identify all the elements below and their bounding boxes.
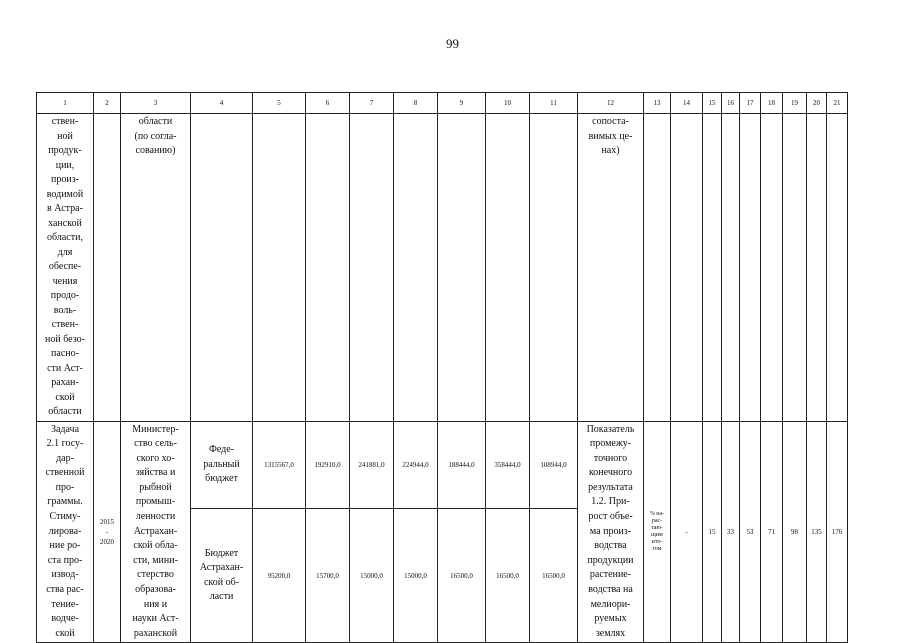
empty-cell — [486, 114, 530, 422]
value-cell: 15000,0 — [350, 509, 394, 643]
value-cell: 135 — [807, 421, 827, 643]
empty-cell — [644, 114, 671, 422]
empty-cell — [783, 114, 807, 422]
header-cell: 13 — [644, 93, 671, 114]
header-cell: 2 — [94, 93, 121, 114]
indicator-text: сопоста- вимых це- нах) — [578, 114, 644, 422]
indicator-text: Показатель промежу- точного конечного результата 1.2. При- рост объе- ма произ- водства продукции растение- водства на мелиори- руемых землях — [578, 421, 644, 643]
value-cell: 358444,0 — [486, 421, 530, 509]
header-cell: 6 — [306, 93, 350, 114]
goal-text: ствен- ной продук- ции, произ- водимой в Астра- ханской области, для обеспе- чения продо- воль- ствен- ной безо- пасно- сти Аст- рахан- ской области — [37, 114, 94, 422]
header-cell: 7 — [350, 93, 394, 114]
empty-cell — [394, 114, 438, 422]
empty-cell — [306, 114, 350, 422]
empty-cell — [722, 114, 740, 422]
table-row — [37, 114, 848, 422]
funding-source-federal: Феде- ральный бюджет — [191, 421, 253, 509]
value-cell: 192910,0 — [306, 421, 350, 509]
header-cell: 15 — [703, 93, 722, 114]
header-cell: 1 — [37, 93, 94, 114]
empty-cell — [530, 114, 578, 422]
value-cell: 15700,0 — [306, 509, 350, 643]
unit-cell: % на- рас- таю- щим ито- гом — [644, 421, 671, 643]
value-cell: 16500,0 — [438, 509, 486, 643]
empty-cell — [350, 114, 394, 422]
empty-cell — [703, 114, 722, 422]
empty-cell — [740, 114, 761, 422]
value-cell: 15 — [703, 421, 722, 643]
years-cell: 2015 - 2020 — [94, 421, 121, 643]
empty-cell — [671, 114, 703, 422]
task-text: Задача 2.1 госу- дар- ственной про- граммы. Стиму- лирова- ние ро- ста про- извод- ства рас- тение- водче- ской — [37, 421, 94, 643]
header-cell: 17 — [740, 93, 761, 114]
page-number: 99 — [446, 36, 459, 51]
executor-text: Министер- ство сель- ского хо- зяйства и рыбной промыш- ленности Астрахан- ской обла- сти, мини- стерство образова- ния и науки Аст- раханской — [121, 421, 191, 643]
value-cell: 188444,0 — [438, 421, 486, 509]
header-cell: 10 — [486, 93, 530, 114]
value-cell: 224944,0 — [394, 421, 438, 509]
header-cell: 14 — [671, 93, 703, 114]
empty-cell — [807, 114, 827, 422]
header-cell: 21 — [827, 93, 848, 114]
value-cell: - — [671, 421, 703, 643]
header-cell: 18 — [761, 93, 783, 114]
table-row-federal — [37, 421, 848, 509]
value-cell: 95200,0 — [253, 509, 306, 643]
value-cell: 16500,0 — [530, 509, 578, 643]
value-cell: 33 — [722, 421, 740, 643]
value-cell: 98 — [783, 421, 807, 643]
value-cell: 108944,0 — [530, 421, 578, 509]
empty-cell — [827, 114, 848, 422]
header-row — [37, 93, 848, 114]
funding-source-regional: Бюджет Астрахан- ской об- ласти — [191, 509, 253, 643]
empty-cell — [761, 114, 783, 422]
empty-cell — [438, 114, 486, 422]
header-cell: 11 — [530, 93, 578, 114]
value-cell: 16500,0 — [486, 509, 530, 643]
empty-cell — [191, 114, 253, 422]
header-cell: 12 — [578, 93, 644, 114]
header-cell: 16 — [722, 93, 740, 114]
value-cell: 176 — [827, 421, 848, 643]
header-cell: 4 — [191, 93, 253, 114]
header-cell: 20 — [807, 93, 827, 114]
empty-cell — [253, 114, 306, 422]
program-table — [36, 92, 848, 643]
value-cell: 1315567,0 — [253, 421, 306, 509]
header-cell: 9 — [438, 93, 486, 114]
executor-text: области (по согла- сованию) — [121, 114, 191, 422]
header-cell: 19 — [783, 93, 807, 114]
value-cell: 71 — [761, 421, 783, 643]
header-cell: 5 — [253, 93, 306, 114]
empty-cell — [94, 114, 121, 422]
value-cell: 15000,0 — [394, 509, 438, 643]
value-cell: 53 — [740, 421, 761, 643]
header-cell: 8 — [394, 93, 438, 114]
value-cell: 241881,0 — [350, 421, 394, 509]
header-cell: 3 — [121, 93, 191, 114]
